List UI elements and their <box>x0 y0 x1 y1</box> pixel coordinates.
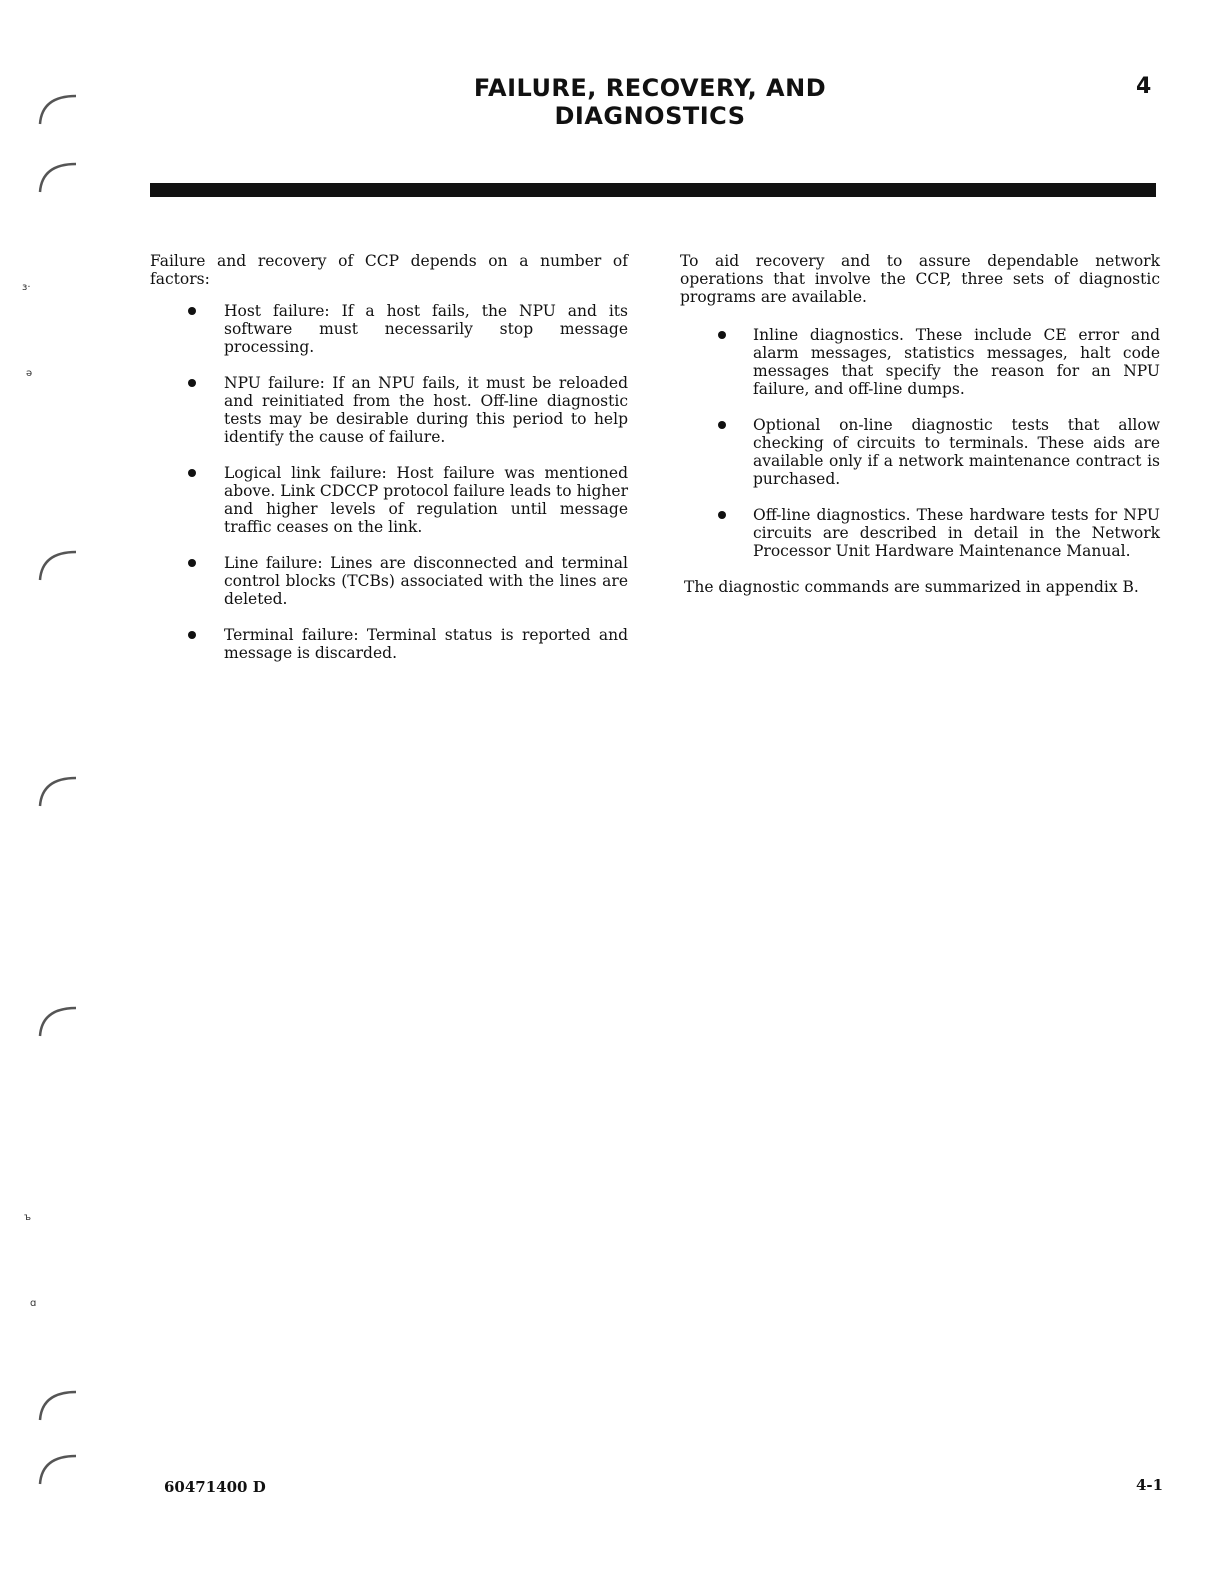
closing-paragraph: The diagnostic commands are summarized in appendix B. <box>684 578 1139 596</box>
left-column <box>150 252 628 680</box>
scan-speck: ə <box>26 368 33 379</box>
header-rule <box>150 183 1156 197</box>
list-item-line-failure <box>150 554 628 608</box>
bullet-icon <box>718 331 726 339</box>
bullet-icon <box>718 511 726 519</box>
punch-hole-icon <box>36 1448 80 1488</box>
list-item-offline-diagnostics <box>680 506 1160 560</box>
punch-hole-icon <box>36 1000 80 1040</box>
bullet-icon <box>188 631 196 639</box>
list-item-text: Optional on-line diagnostic tests that allow checking of circuits to terminals. These aids are available only if a network maintenance contract is purchased. <box>753 416 1160 488</box>
bullet-icon <box>718 421 726 429</box>
list-item-text: NPU failure: If an NPU fails, it must be reloaded and reinitiated from the host. Off-line diagnostic tests may be desirable during this period to help identify the cause of failure. <box>224 374 628 446</box>
scan-speck: ъ <box>24 1212 32 1223</box>
punch-hole-icon <box>36 770 80 810</box>
list-item-inline-diagnostics <box>680 326 1160 398</box>
bullet-icon <box>188 379 196 387</box>
punch-hole-icon <box>36 88 80 128</box>
list-item-terminal-failure <box>150 626 628 662</box>
list-item-text: Line failure: Lines are disconnected and terminal control blocks (TCBs) associated with the lines are deleted. <box>224 554 628 608</box>
list-item-text: Terminal failure: Terminal status is reported and message is discarded. <box>224 626 628 662</box>
list-item-logical-link-failure <box>150 464 628 536</box>
diagnostics-list <box>680 326 1160 560</box>
list-item-text: Inline diagnostics. These include CE error and alarm messages, statistics messages, halt code messages that specify the reason for an NPU failure, and off-line dumps. <box>753 326 1160 398</box>
list-item-npu-failure <box>150 374 628 446</box>
bullet-icon <box>188 307 196 315</box>
chapter-title: FAILURE, RECOVERY, AND DIAGNOSTICS <box>473 74 827 130</box>
page-number: 4-1 <box>1136 1476 1164 1494</box>
punch-hole-icon <box>36 156 80 196</box>
scan-speck: ɑ <box>30 1298 37 1309</box>
scan-speck: ɜ· <box>22 282 31 293</box>
bullet-icon <box>188 559 196 567</box>
punch-hole-icon <box>36 544 80 584</box>
chapter-number: 4 <box>1136 74 1152 99</box>
punch-hole-icon <box>36 1384 80 1424</box>
list-item-text: Logical link failure: Host failure was mentioned above. Link CDCCP protocol failure leads to higher and higher levels of regulation until message traffic ceases on the link. <box>224 464 628 536</box>
list-item-text: Host failure: If a host fails, the NPU and its software must necessarily stop message processing. <box>224 302 628 356</box>
left-intro-paragraph: Failure and recovery of CCP depends on a number of factors: <box>150 252 628 288</box>
bullet-icon <box>188 469 196 477</box>
right-column <box>680 252 1160 596</box>
list-item-online-diagnostics <box>680 416 1160 488</box>
right-intro-paragraph: To aid recovery and to assure dependable network operations that involve the CCP, three sets of diagnostic programs are available. <box>680 252 1160 306</box>
list-item-text: Off-line diagnostics. These hardware tests for NPU circuits are described in detail in the Network Processor Unit Hardware Maintenance Manual. <box>753 506 1160 560</box>
document-id: 60471400 D <box>164 1478 266 1496</box>
list-item-host-failure <box>150 302 628 356</box>
failure-factors-list <box>150 302 628 662</box>
